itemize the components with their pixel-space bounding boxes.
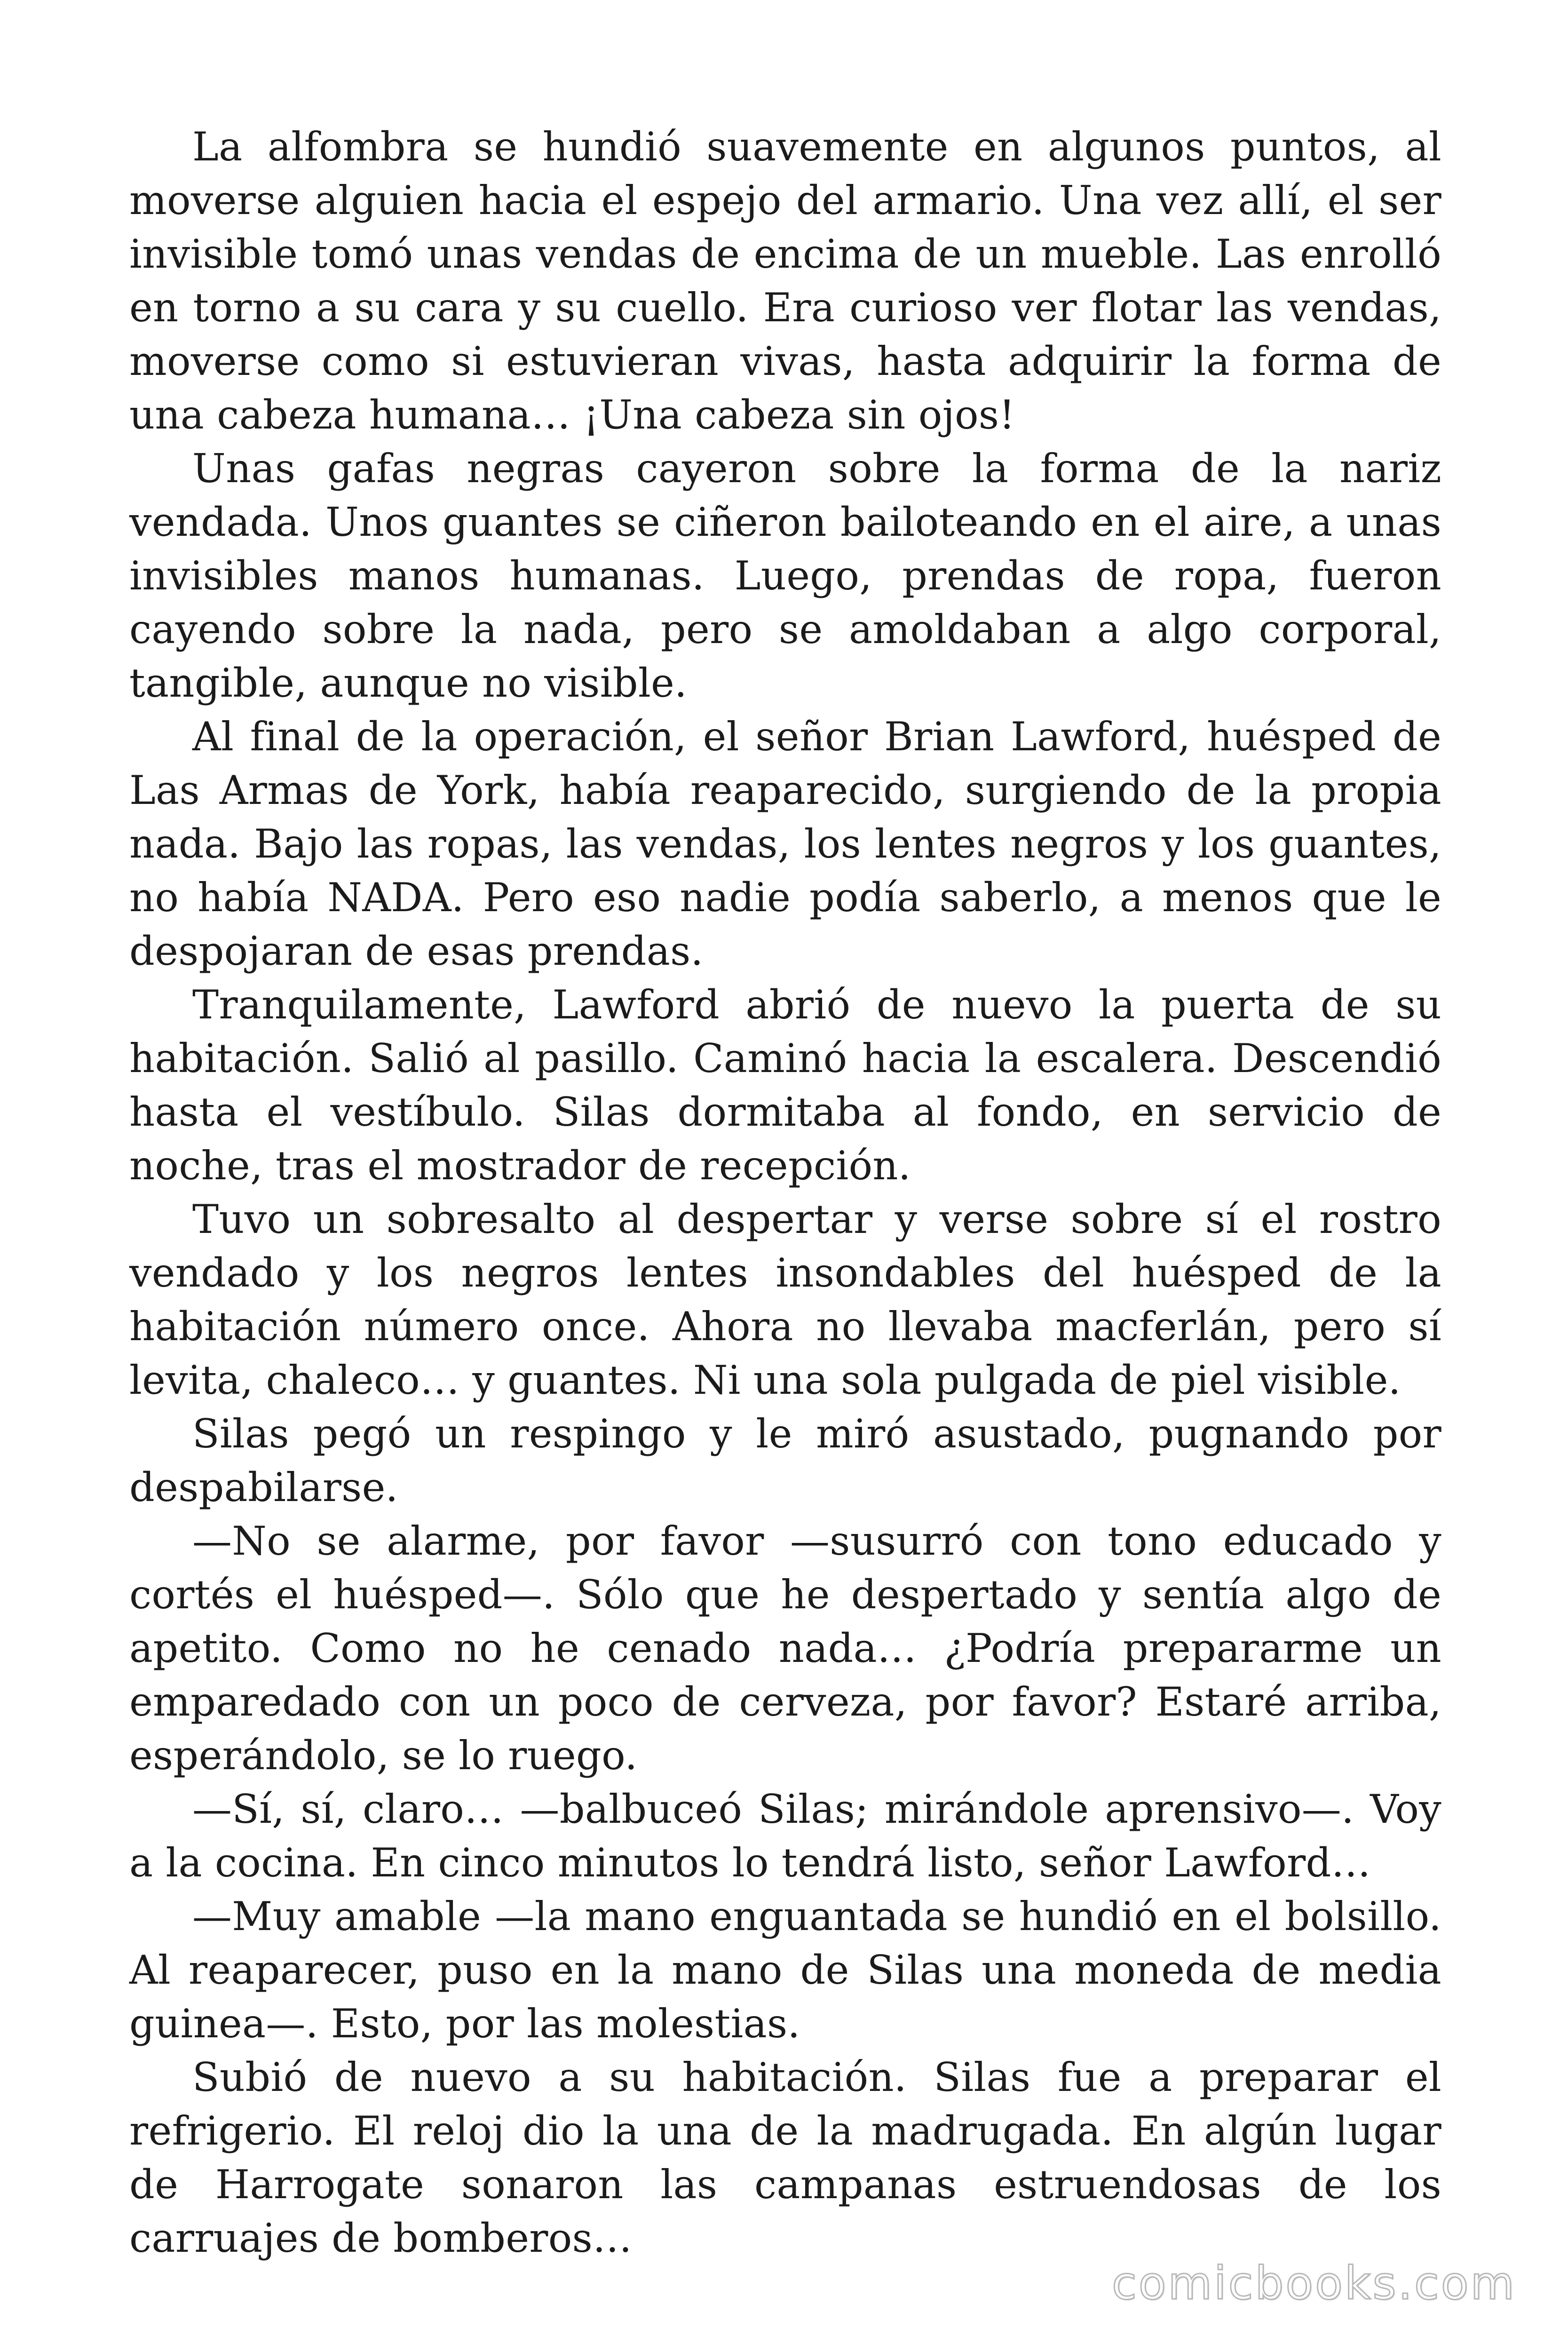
paragraph-6: Silas pegó un respingo y le miró asustado, pugnando por despabilarse.	[129, 1411, 1441, 1510]
paragraph-4: Tranquilamente, Lawford abrió de nuevo la puerta de su habitación. Salió al pasillo. Caminó hacia la escalera. Descendió hasta el vestíbulo. Silas dormitaba al fondo, en servicio de noche, tras el mostrador de recepción.	[129, 982, 1441, 1189]
paragraph-10: Subió de nuevo a su habitación. Silas fue a preparar el refrigerio. El reloj dio la una de la madrugada. En algún lugar de Harrogate sonaron las campanas estruendosas de los carruajes de bomberos…	[129, 2054, 1441, 2261]
body-text	[129, 120, 1441, 2265]
paragraph-1: La alfombra se hundió suavemente en algunos puntos, al moverse alguien hacia el espejo del armario. Una vez allí, el ser invisible tomó unas vendas de encima de un mueble. Las enrolló en torno a su cara y su cuello. Era curioso ver flotar las vendas, moverse como si estuvieran vivas, hasta adquirir la forma de una cabeza humana… ¡Una cabeza sin ojos!	[129, 124, 1441, 438]
paragraph-2: Unas gafas negras cayeron sobre la forma de la nariz vendada. Unos guantes se ciñeron bailoteando en el aire, a unas invisibles manos humanas. Luego, prendas de ropa, fueron cayendo sobre la nada, pero se amoldaban a algo corporal, tangible, aunque no visible.	[129, 445, 1441, 706]
paragraph-3: Al final de la operación, el señor Brian Lawford, huésped de Las Armas de York, había reaparecido, surgiendo de la propia nada. Bajo las ropas, las vendas, los lentes negros y los guantes, no había NADA. Pero eso nadie podía saberlo, a menos que le despojaran de esas prendas.	[129, 714, 1441, 974]
paragraph-8: —Sí, sí, claro… —balbuceó Silas; mirándole aprensivo—. Voy a la cocina. En cinco minutos lo tendrá listo, señor Lawford…	[129, 1786, 1441, 1886]
paragraph-9: —Muy amable —la mano enguantada se hundió en el bolsillo. Al reaparecer, puso en la mano de Silas una moneda de media guinea—. Esto, por las molestias.	[129, 1893, 1441, 2047]
paragraph-7: —No se alarme, por favor —susurró con tono educado y cortés el huésped—. Sólo que he despertado y sentía algo de apetito. Como no he cenado nada… ¿Podría prepararme un emparedado con un poco de cerveza, por favor? Estaré arriba, esperándolo, se lo ruego.	[129, 1518, 1441, 1779]
watermark: comicbooks.com	[1111, 2257, 1516, 2310]
paragraph-5: Tuvo un sobresalto al despertar y verse sobre sí el rostro vendado y los negros lentes insondables del huésped de la habitación número once. Ahora no llevaba macferlán, pero sí levita, chaleco… y guantes. Ni una sola pulgada de piel visible.	[129, 1196, 1441, 1403]
